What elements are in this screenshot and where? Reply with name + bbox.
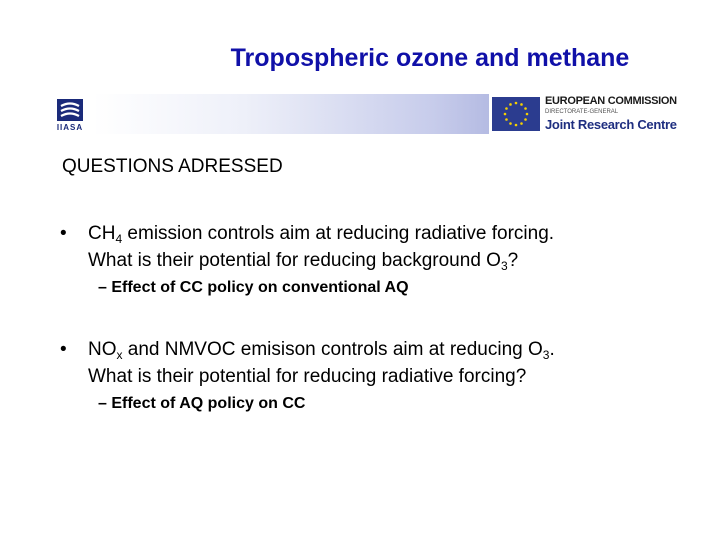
ec-name: EUROPEAN COMMISSION [545, 95, 677, 107]
eu-star-icon [526, 113, 529, 116]
bullet-marker: • [60, 339, 67, 360]
eu-star-icon [504, 113, 507, 116]
eu-star-icon [515, 124, 518, 127]
eu-star-icon [520, 122, 523, 125]
jrc-name: Joint Research Centre [545, 117, 677, 132]
eu-star-icon [524, 118, 527, 121]
eu-star-icon [515, 102, 518, 105]
eu-star-icon [505, 118, 508, 121]
bullet-text: $NO_x$ and NMVOC emisison controls aim at reducing $O_3$. What is their potential for reducing radiative forcing? [88, 339, 555, 387]
slide-title: Tropospheric ozone and methane [230, 44, 630, 72]
eu-star-icon [520, 103, 523, 106]
bullet-text: $CH_4$ emission controls aim at reducing radiative forcing. What is their potential for reducing background $O_3$? [88, 223, 555, 273]
section-heading: QUESTIONS ADRESSED [62, 156, 283, 177]
eu-star-icon [524, 107, 527, 110]
bullet-marker: • [60, 223, 67, 244]
eu-star-icon [505, 107, 508, 110]
sub-bullet: – Effect of CC policy on conventional AQ [98, 279, 409, 296]
iiasa-logo-text: IIASA [56, 123, 84, 132]
eu-flag-icon [492, 97, 540, 131]
eu-star-icon [509, 122, 512, 125]
eu-star-icon [509, 103, 512, 106]
sub-bullet: – Effect of AQ policy on CC [98, 395, 306, 412]
ec-dg: DIRECTORATE-GENERAL [545, 109, 619, 115]
